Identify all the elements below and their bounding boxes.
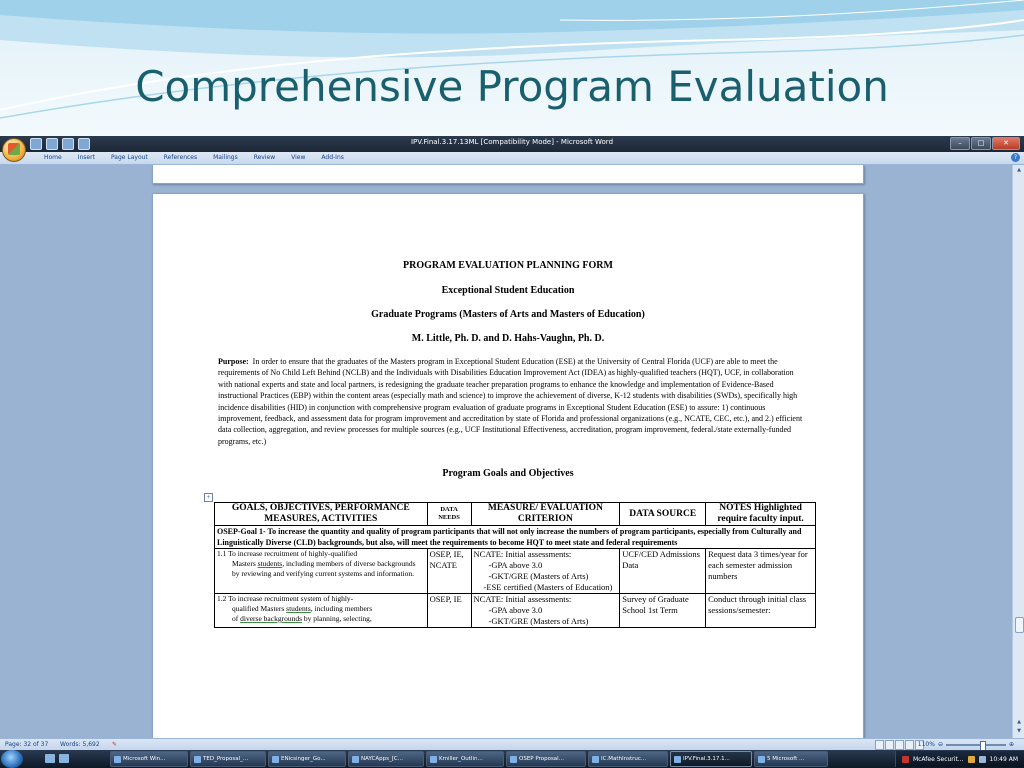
tab-add-ins[interactable]: Add-Ins [321, 154, 344, 161]
tab-page-layout[interactable]: Page Layout [110, 154, 148, 161]
measure-item: -GKT/GRE (Masters of Arts) [488, 571, 589, 581]
header-goals: GOALS, OBJECTIVES, PERFORMANCE MEASURES, ACTIVITIES [215, 503, 428, 526]
help-icon[interactable]: ? [1011, 153, 1020, 162]
taskbar-item[interactable] [754, 751, 828, 767]
zoom-in-icon[interactable]: ⊕ [1008, 741, 1014, 748]
print-layout-icon[interactable] [875, 740, 884, 750]
taskbar-item[interactable] [426, 751, 504, 767]
objective-text-e: diverse backgrounds [240, 614, 302, 623]
measure-lead: NCATE: Initial assessments: [473, 549, 572, 559]
header-measure: MEASURE/ EVALUATION CRITERION [471, 503, 620, 526]
taskbar-item[interactable] [190, 751, 266, 767]
measure-item: -ESE certified (Masters of Education) [483, 582, 613, 592]
app-icon [194, 756, 201, 763]
zoom-slider-knob[interactable] [980, 741, 986, 751]
notes-cell: Request data 3 times/year for each semester admission numbers [706, 549, 816, 594]
word-count[interactable]: Words: 5,692 [60, 741, 100, 748]
objective-text-d: of [232, 614, 241, 623]
taskbar-item-label: ENicsinger_Go... [281, 756, 326, 762]
app-icon [674, 756, 681, 763]
window-title: IPV.Final.3.17.13ML [Compatibility Mode] - Microsoft Word [410, 138, 614, 146]
slide-title: Comprehensive Program Evaluation [135, 62, 889, 111]
office-button[interactable] [2, 138, 26, 162]
program-heading: Graduate Programs (Masters of Arts and Masters of Education) [371, 309, 645, 320]
objective-text-a: qualified Masters [232, 604, 287, 613]
purpose-paragraph [218, 356, 803, 447]
save-icon[interactable] [30, 138, 42, 150]
network-icon[interactable] [968, 756, 975, 763]
taskbar-item-label: IPV.Final.3.17.1... [683, 756, 730, 762]
mcafee-icon[interactable] [902, 756, 909, 763]
measure-cell [471, 594, 620, 628]
department-heading: Exceptional Student Education [441, 285, 575, 296]
taskbar-item[interactable] [506, 751, 586, 767]
office-logo-icon [8, 143, 20, 155]
proofing-icon[interactable]: ✎ [112, 741, 118, 748]
app-icon [430, 756, 437, 763]
ribbon-tabs [36, 153, 352, 163]
measure-lead: NCATE: Initial assessments: [473, 594, 572, 604]
start-button[interactable] [1, 750, 23, 768]
taskbar-item-active[interactable] [670, 751, 752, 767]
taskbar-item[interactable] [588, 751, 668, 767]
taskbar-item-label: TED_Proposal_... [203, 756, 249, 762]
clock[interactable]: 10:49 AM [989, 755, 1018, 763]
data-needs-cell: OSEP, IE [427, 594, 471, 628]
header-notes: NOTES Highlighted require faculty input. [706, 503, 816, 526]
view-buttons [875, 740, 924, 750]
goals-table [214, 502, 816, 628]
taskbar-item[interactable] [348, 751, 424, 767]
app-icon [510, 756, 517, 763]
app-icon [352, 756, 359, 763]
word-window [0, 136, 1024, 768]
scroll-thumb[interactable] [1015, 617, 1024, 633]
table-row [215, 549, 816, 594]
taskbar-item[interactable] [110, 751, 188, 767]
source-cell: UCF/CED Admissions Data [620, 549, 706, 594]
maximize-button[interactable]: □ [971, 137, 991, 150]
app-icon [592, 756, 599, 763]
goal-text: OSEP-Goal 1- To increase the quantity and quality of program participants that will not only increase the numbers of program participants, especially from Culturally and Linguistically Diverse (CLD) backgrounds, but also, will meet the requirements to become HQT to meet state and federal requirements [215, 526, 816, 549]
objective-text-b: students [286, 604, 311, 613]
next-page-icon[interactable]: ▼ [1017, 728, 1021, 734]
objective-text-b: students [257, 559, 283, 568]
objective-text-f: by planning, selecting, [301, 614, 372, 623]
web-layout-icon[interactable] [895, 740, 904, 750]
app-icon [758, 756, 765, 763]
zoom-control [918, 741, 1014, 748]
measure-item: -GPA above 3.0 [488, 560, 543, 570]
goal-row [215, 526, 816, 549]
scroll-up-icon[interactable]: ▲ [1017, 167, 1021, 173]
objective-text-c: , including members of diverse backgrounds by reviewing and verifying current systems and information. [232, 559, 416, 578]
tab-home[interactable]: Home [44, 154, 62, 161]
taskbar-item-label: NAYCApps_[C... [361, 756, 403, 762]
full-screen-icon[interactable] [885, 740, 894, 750]
mcafee-label[interactable]: McAfee Securit... [912, 755, 964, 763]
purpose-text: In order to ensure that the graduates of the Masters program in Exceptional Student Education (ESE) at the University of Central Florida (UCF) are able to meet the requirements of No Child Left Behind (NCLB) and the Individuals with Disabilities Education Improvement Act (IDEA) as highly-qualified teachers (HQT), UCF, in collaboration with national experts and state and local partners, is redesigning the graduate teacher preparation programs to enhance the knowledge and implementation of Evidence-Based instructional Practices (EBP) within the content areas (especially math and science) to improve the achievement of diverse, K-12 students with disabilities (SWDs), specifically high incidence disabilities (HID) in conjunction with comprehensive program evaluation of graduate programs in Exceptional Student Education (ESE) to assure: 1) continuous improvement, feedback, and assessment data for program improvement and accreditation by state of Florida and professional organizations (e.g., NCATE, CEC, etc.), and 2.) efficient data collection, aggregation, and review processes for multiple sources (e.g., UCF Institutional Effectiveness, accreditation, program improvement, federal./state externally-funded programs, etc.) [218, 357, 803, 446]
objective-text-c: , including members [310, 604, 373, 613]
volume-icon[interactable] [979, 756, 986, 763]
section-title: Program Goals and Objectives [442, 468, 574, 479]
header-data-source: DATA SOURCE [620, 503, 706, 526]
taskbar-buttons [110, 751, 828, 767]
zoom-out-icon[interactable]: ⊖ [937, 741, 943, 748]
notes-cell: Conduct through initial class sessions/semester: [706, 594, 816, 628]
page-count[interactable]: Page: 32 of 37 [5, 741, 49, 748]
previous-page [152, 165, 864, 184]
app-icon [272, 756, 279, 763]
measure-item: -GPA above 3.0 [488, 605, 543, 615]
folder-icon[interactable] [78, 138, 90, 150]
switch-windows-icon[interactable] [59, 754, 69, 763]
tab-mailings[interactable]: Mailings [213, 154, 238, 161]
tab-view[interactable]: View [291, 154, 306, 161]
taskbar-item-label: OSEP Proposal... [519, 756, 564, 762]
document-page[interactable] [152, 193, 864, 738]
show-desktop-icon[interactable] [45, 754, 55, 763]
purpose-label: Purpose: [218, 357, 249, 366]
taskbar-item[interactable] [268, 751, 346, 767]
system-tray [895, 751, 1024, 767]
minimize-button[interactable]: – [950, 137, 970, 150]
table-move-handle-icon[interactable]: + [204, 493, 213, 502]
taskbar-item-label: Kmiller_Outlin... [439, 756, 483, 762]
taskbar [0, 750, 1024, 768]
zoom-slider[interactable] [946, 744, 1006, 746]
taskbar-item-label: Microsoft Win... [123, 756, 166, 762]
objective-cell [215, 594, 428, 628]
undo-icon[interactable] [46, 138, 58, 150]
close-button[interactable]: ✕ [992, 137, 1020, 150]
authors-heading: M. Little, Ph. D. and D. Hahs-Vaughn, Ph. D. [411, 333, 605, 344]
tab-review[interactable]: Review [253, 154, 276, 161]
objective-lead: 1.2 To increase recruitment system of highly- [217, 594, 354, 603]
table-header-row [215, 503, 816, 526]
ribbon [0, 152, 1024, 165]
header-data-needs: DATA NEEDS [427, 503, 471, 526]
tab-insert[interactable]: Insert [77, 154, 95, 161]
measure-item: -GKT/GRE (Masters of Arts) [488, 616, 589, 626]
outline-icon[interactable] [905, 740, 914, 750]
vertical-scrollbar[interactable] [1012, 165, 1024, 738]
tab-references[interactable]: References [163, 154, 198, 161]
redo-icon[interactable] [62, 138, 74, 150]
objective-text-a: Masters [232, 559, 258, 568]
quick-access-toolbar [30, 138, 90, 150]
title-bar [0, 136, 1024, 152]
document-area [0, 165, 1012, 738]
source-cell: Survey of Graduate School 1st Term [620, 594, 706, 628]
app-icon [114, 756, 121, 763]
taskbar-item-label: 5 Microsoft ... [767, 756, 805, 762]
data-needs-cell: OSEP, IE, NCATE [427, 549, 471, 594]
measure-cell [471, 549, 620, 594]
taskbar-item-label: IC.MathInstruc... [601, 756, 647, 762]
window-controls [950, 137, 1020, 150]
objective-lead: 1.1 To increase recruitment of highly-qualified [217, 549, 358, 558]
table-row [215, 594, 816, 628]
prev-page-icon[interactable]: ▲ [1017, 719, 1021, 725]
quick-launch [45, 754, 69, 763]
zoom-level[interactable]: 110% [917, 741, 935, 748]
form-heading: PROGRAM EVALUATION PLANNING FORM [403, 260, 613, 271]
objective-cell [215, 549, 428, 594]
